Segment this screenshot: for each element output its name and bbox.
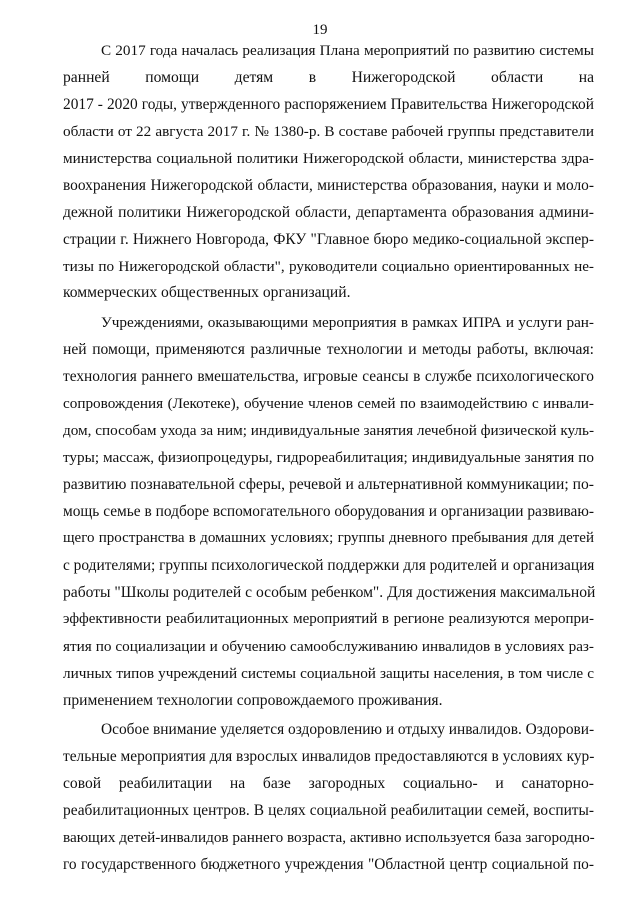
text-line: эффективности реабилитационных мероприятий в регионе реализуются меропри- [63, 611, 594, 627]
text-line: го государственного бюджетного учреждения "Областной центр социальной по- [63, 856, 594, 873]
text-line: тельные мероприятия для взрослых инвалидов предоставляются в условиях кур- [63, 748, 595, 765]
text-line: тизы по Нижегородской области", руководители социально ориентированных не- [63, 258, 594, 275]
text-line: личных типов учреждений системы социальной защиты населения, в том числе с [63, 665, 594, 682]
page-number: 19 [312, 22, 328, 38]
text-line: сопровождения (Лекотеке), обучение членов семей по взаимодействию с инвали- [63, 395, 594, 412]
text-line: щего пространства в домашних условиях; группы дневного пребывания для детей [63, 530, 594, 546]
text-line: туры; массаж, физиопроцедуры, гидрореабилитация; индивидуальные занятия по [63, 449, 594, 466]
text-line: вающих детей-инвалидов раннего возраста, активно используется база загородно- [63, 829, 595, 846]
text-line: министерства социальной политики Нижегородской области, министерства здра- [63, 150, 594, 167]
text-line: ней помощи, применяются различные технологии и методы работы, включая: [63, 341, 594, 358]
text-line: Особое внимание уделяется оздоровлению и отдыху инвалидов. Оздорови- [101, 721, 595, 738]
text-line: воохранения Нижегородской области, министерства образования, науки и моло- [63, 177, 594, 194]
text-line: Учреждениями, оказывающими мероприятия в рамках ИПРА и услуги ран- [101, 314, 594, 331]
text-line: с родителями; группы психологической поддержки для родителей и организация [63, 557, 595, 574]
text-line: дом, способам ухода за ним; индивидуальные занятия лечебной физической куль- [63, 422, 594, 439]
text-line: коммерческих общественных организаций. [63, 284, 351, 301]
text-line: мощь семье в подборе вспомогательного оборудования и организации развиваю- [63, 503, 594, 520]
text-line: технология раннего вмешательства, игровые сеансы в службе психологического [63, 368, 594, 385]
text-line: 2017 - 2020 годы, утвержденного распоряжением Правительства Нижегородской [63, 96, 594, 113]
text-line: ранней помощи детям в Нижегородской области на [63, 69, 594, 86]
text-line: области от 22 августа 2017 г. № 1380-р. В составе рабочей группы представители [63, 123, 594, 140]
text-line: С 2017 года началась реализация Плана мероприятий по развитию системы [101, 42, 594, 59]
text-line: дежной политики Нижегородской области, департамента образования админи- [63, 204, 594, 221]
text-line: ятия по социализации и обучению самообслуживанию инвалидов в условиях раз- [63, 638, 594, 655]
text-line: работы "Школы родителей с особым ребенком". Для достижения максимальной [63, 584, 596, 601]
text-line: совой реабилитации на базе загородных социально- и санаторно- [63, 775, 594, 792]
text-line: страции г. Нижнего Новгорода, ФКУ "Главное бюро медико-социальной экспер- [63, 231, 594, 248]
text-line: применением технологии сопровождаемого проживания. [63, 692, 443, 709]
text-line: развитию познавательной сферы, речевой и альтернативной коммуникации; по- [63, 476, 594, 493]
text-line: реабилитационных центров. В целях социальной реабилитации семей, воспиты- [63, 802, 594, 819]
